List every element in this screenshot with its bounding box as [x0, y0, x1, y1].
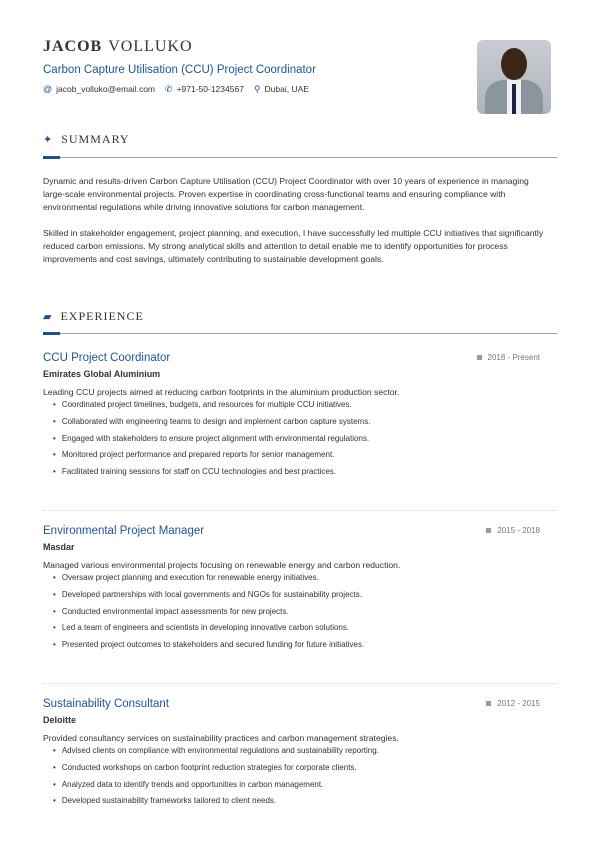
- job-bullets: [53, 572, 557, 656]
- sparkle-icon: ✦: [43, 134, 54, 146]
- bullet-item: • Facilitated training sessions for staff on CCU technologies and best practices.: [53, 466, 557, 483]
- location: Dubai, UAE: [264, 84, 309, 94]
- briefcase-icon: ▰: [43, 311, 53, 323]
- job-position: Sustainability Consultant: [43, 698, 169, 710]
- summary-paragraph: Skilled in stakeholder engagement, project planning, and execution, I have successfully led multiple CCU initiatives that significantly reduced carbon emissions. My strong analytical skills and attention to detail enable me to identify opportunities for process improvements and cost savings, ultimately contributing to sustainable development goals.: [43, 228, 544, 264]
- job-entry: [43, 351, 557, 483]
- job-bullets: [53, 399, 557, 483]
- job-bullets: [53, 745, 557, 812]
- company-name: Deloitte: [43, 715, 77, 725]
- summary-paragraph: Dynamic and results-driven Carbon Capture Utilisation (CCU) Project Coordinator with over 10 years of experience in managing large-scale environmental projects. Proven expertise in coordinating cross-functional teams and ensuring compliance with environmental regulations while driving innovative solutions for carbon management.: [43, 176, 529, 212]
- job-dates: 2012 - 2015: [486, 699, 540, 708]
- bullet-item: • Advised clients on compliance with environmental regulations and sustainability reporting.: [53, 745, 557, 762]
- experience-heading: [43, 309, 144, 324]
- at-icon: @: [43, 84, 53, 94]
- bullet-item: • Oversaw project planning and execution for renewable energy initiatives.: [53, 572, 557, 589]
- experience-heading-text: EXPERIENCE: [60, 309, 144, 323]
- summary-heading: [43, 132, 130, 147]
- job-separator: [43, 683, 557, 684]
- candidate-name: [43, 38, 193, 56]
- job-dates: 2018 - Present: [477, 353, 540, 362]
- summary-heading-text: SUMMARY: [61, 132, 130, 146]
- phone[interactable]: +971-50-1234567: [176, 84, 244, 94]
- phone-icon: ✆: [165, 84, 173, 94]
- job-description: Provided consultancy services on sustainability practices and carbon management strategies.: [43, 733, 399, 743]
- last-name: VOLLUKO: [108, 38, 193, 55]
- job-description: Leading CCU projects aimed at reducing carbon footprints in the aluminium production sector.: [43, 387, 400, 397]
- email[interactable]: jacob_volluko@email.com: [56, 84, 156, 94]
- bullet-item: • Led a team of engineers and scientists in developing innovative carbon solutions.: [53, 622, 557, 639]
- location-pin-icon: ⚲: [253, 84, 261, 94]
- bullet-item: • Presented project outcomes to stakeholders and secured funding for future initiatives.: [53, 639, 557, 656]
- bullet-item: • Analyzed data to identify trends and opportunities in carbon management.: [53, 779, 557, 796]
- bullet-item: • Engaged with stakeholders to ensure project alignment with environmental regulations.: [53, 433, 557, 450]
- bullet-item: • Conducted environmental impact assessments for new projects.: [53, 606, 557, 623]
- contact-info: [43, 84, 309, 95]
- first-name: JACOB: [43, 38, 103, 55]
- bullet-item: • Collaborated with engineering teams to design and implement carbon capture systems.: [53, 416, 557, 433]
- divider: [43, 333, 557, 334]
- company-name: Emirates Global Aluminium: [43, 369, 161, 379]
- job-position: Environmental Project Manager: [43, 525, 205, 537]
- bullet-item: • Developed sustainability frameworks tailored to client needs.: [53, 795, 557, 812]
- job-dates: 2015 - 2018: [486, 526, 540, 535]
- job-entry: [43, 697, 557, 812]
- divider: [43, 157, 557, 158]
- job-title: Carbon Capture Utilisation (CCU) Project Coordinator: [43, 64, 316, 76]
- profile-photo: [477, 40, 551, 114]
- bullet-item: • Monitored project performance and prepared reports for senior management.: [53, 449, 557, 466]
- job-entry: [43, 524, 557, 656]
- bullet-item: • Coordinated project timelines, budgets, and resources for multiple CCU initiatives.: [53, 399, 557, 416]
- bullet-item: • Developed partnerships with local governments and NGOs for sustainability projects.: [53, 589, 557, 606]
- job-description: Managed various environmental projects focusing on renewable energy and carbon reduction.: [43, 560, 401, 570]
- job-separator: [43, 510, 557, 511]
- company-name: Masdar: [43, 542, 75, 552]
- job-position: CCU Project Coordinator: [43, 352, 171, 364]
- bullet-item: • Conducted workshops on carbon footprint reduction strategies for corporate clients.: [53, 762, 557, 779]
